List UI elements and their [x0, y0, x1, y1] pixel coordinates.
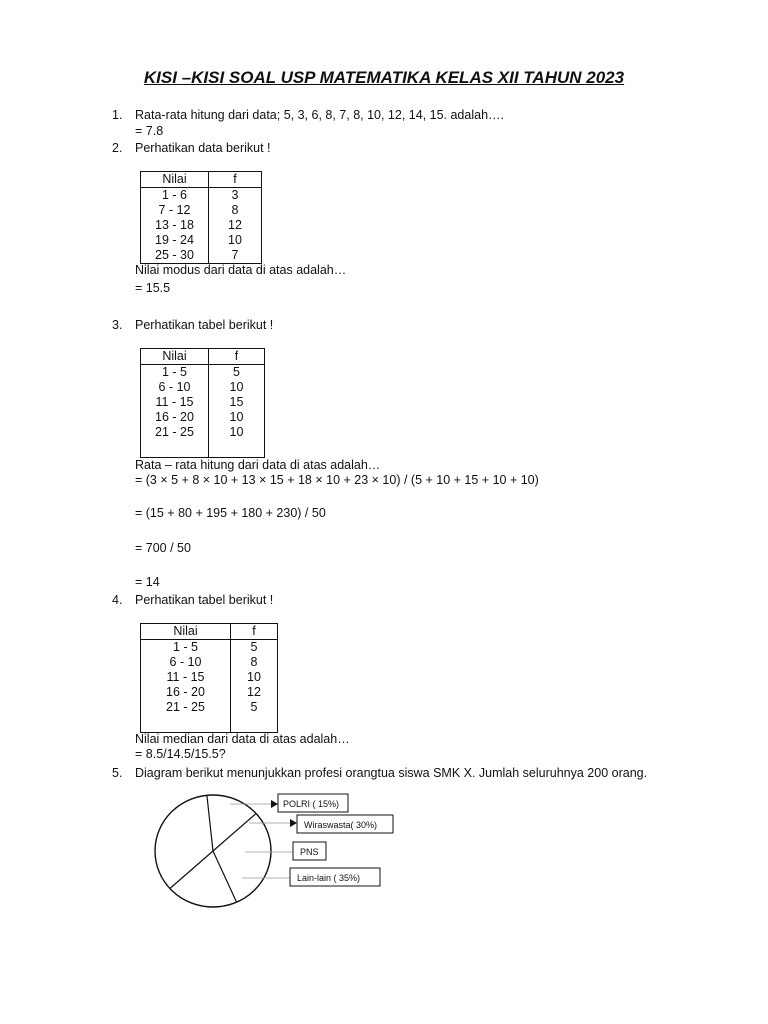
- q4-number: 4.: [112, 593, 123, 607]
- q3-cell-f: 10: [209, 425, 265, 440]
- q2-cell-nilai: 19 - 24: [141, 233, 209, 248]
- q3-cell-nilai: 21 - 25: [141, 425, 209, 440]
- q3-cell-f: 15: [209, 395, 265, 410]
- q3-col-f: f: [209, 349, 265, 365]
- table-row: [141, 410, 265, 425]
- q3-cell-nilai: 11 - 15: [141, 395, 209, 410]
- q3-cell-f: 10: [209, 380, 265, 395]
- q4-text: Perhatikan tabel berikut !: [135, 593, 274, 607]
- table-row: [141, 685, 278, 700]
- table-row: [141, 670, 278, 685]
- q3-step-2: = (15 + 80 + 195 + 180 + 230) / 50: [135, 506, 326, 520]
- pie-label-text: Lain-lain ( 35%): [297, 873, 361, 883]
- table-row: [141, 203, 262, 218]
- q3-cell-f: 10: [209, 410, 265, 425]
- table-row: [141, 233, 262, 248]
- pie-label-arrow: [271, 800, 278, 808]
- q2-cell-nilai: 7 - 12: [141, 203, 209, 218]
- q2-question: Nilai modus dari data di atas adalah…: [135, 263, 347, 277]
- q2-number: 2.: [112, 141, 123, 155]
- pie-chart: [150, 780, 400, 915]
- table-row: [141, 380, 265, 395]
- q2-cell-f: 8: [209, 203, 262, 218]
- q5-number: 5.: [112, 766, 123, 780]
- q2-cell-nilai: 1 - 6: [141, 188, 209, 204]
- q4-cell-nilai: 16 - 20: [141, 685, 231, 700]
- q3-cell-nilai: 6 - 10: [141, 380, 209, 395]
- q2-answer: = 15.5: [135, 281, 171, 295]
- q2-cell-f: 3: [209, 188, 262, 204]
- q4-cell-nilai: 11 - 15: [141, 670, 231, 685]
- pie-label-text: POLRI ( 15%): [283, 799, 340, 809]
- q3-question: Rata – rata hitung dari data di atas adalah…: [135, 458, 381, 472]
- q3-cell-nilai: 16 - 20: [141, 410, 209, 425]
- table-row-empty: [141, 440, 265, 458]
- q2-cell-nilai: 25 - 30: [141, 248, 209, 264]
- table-row: [141, 640, 278, 656]
- q4-cell-f: 5: [231, 640, 278, 656]
- q2-cell-nilai: 13 - 18: [141, 218, 209, 233]
- q2-col-f: f: [209, 172, 262, 188]
- q1-number: 1.: [112, 108, 123, 122]
- page-title: KISI –KISI SOAL USP MATEMATIKA KELAS XII TAHUN 2023: [143, 68, 625, 87]
- pie-label-text: PNS: [300, 847, 319, 857]
- pie-label-text: Wiraswasta( 30%): [304, 820, 378, 830]
- q4-cell-f: 12: [231, 685, 278, 700]
- table-row: [141, 218, 262, 233]
- q4-cell-f: 10: [231, 670, 278, 685]
- pie-label-arrow: [290, 819, 297, 827]
- table-row: [141, 248, 262, 264]
- table-row: [141, 655, 278, 670]
- q1-text: Rata-rata hitung dari data; 5, 3, 6, 8, 7, 8, 10, 12, 14, 15. adalah….: [135, 108, 504, 122]
- q4-col-f: f: [231, 624, 278, 640]
- table-row-empty: [141, 715, 278, 733]
- q4-cell-f: 8: [231, 655, 278, 670]
- q2-cell-f: 7: [209, 248, 262, 264]
- table-row: [141, 395, 265, 410]
- q4-cell-f: 5: [231, 700, 278, 715]
- q3-step-1: = (3 × 5 + 8 × 10 + 13 × 15 + 18 × 10 + 23 × 10) / (5 + 10 + 15 + 10 + 10): [135, 473, 539, 487]
- q3-step-4: = 14: [135, 575, 160, 589]
- q3-table: [140, 348, 265, 458]
- q2-cell-f: 10: [209, 233, 262, 248]
- q3-col-nilai: Nilai: [141, 349, 209, 365]
- q3-text: Perhatikan tabel berikut !: [135, 318, 274, 332]
- q2-cell-f: 12: [209, 218, 262, 233]
- q4-cell-nilai: 1 - 5: [141, 640, 231, 656]
- q3-cell-nilai: 1 - 5: [141, 365, 209, 381]
- table-row: [141, 188, 262, 204]
- q4-cell-nilai: 21 - 25: [141, 700, 231, 715]
- q1-answer: = 7.8: [135, 124, 164, 138]
- q2-text: Perhatikan data berikut !: [135, 141, 271, 155]
- q3-cell-f: 5: [209, 365, 265, 381]
- q4-table: [140, 623, 278, 733]
- table-row: [141, 365, 265, 381]
- table-row: [141, 425, 265, 440]
- pie-label: [249, 815, 393, 833]
- q5-text: Diagram berikut menunjukkan profesi orangtua siswa SMK X. Jumlah seluruhnya 200 orang.: [135, 766, 648, 780]
- table-row: [141, 700, 278, 715]
- q4-col-nilai: Nilai: [141, 624, 231, 640]
- q4-question: Nilai median dari data di atas adalah…: [135, 732, 350, 746]
- q3-number: 3.: [112, 318, 123, 332]
- q4-answer: = 8.5/14.5/15.5?: [135, 747, 226, 761]
- q4-cell-nilai: 6 - 10: [141, 655, 231, 670]
- q3-step-3: = 700 / 50: [135, 541, 191, 555]
- q2-col-nilai: Nilai: [141, 172, 209, 188]
- q2-table: [140, 171, 262, 264]
